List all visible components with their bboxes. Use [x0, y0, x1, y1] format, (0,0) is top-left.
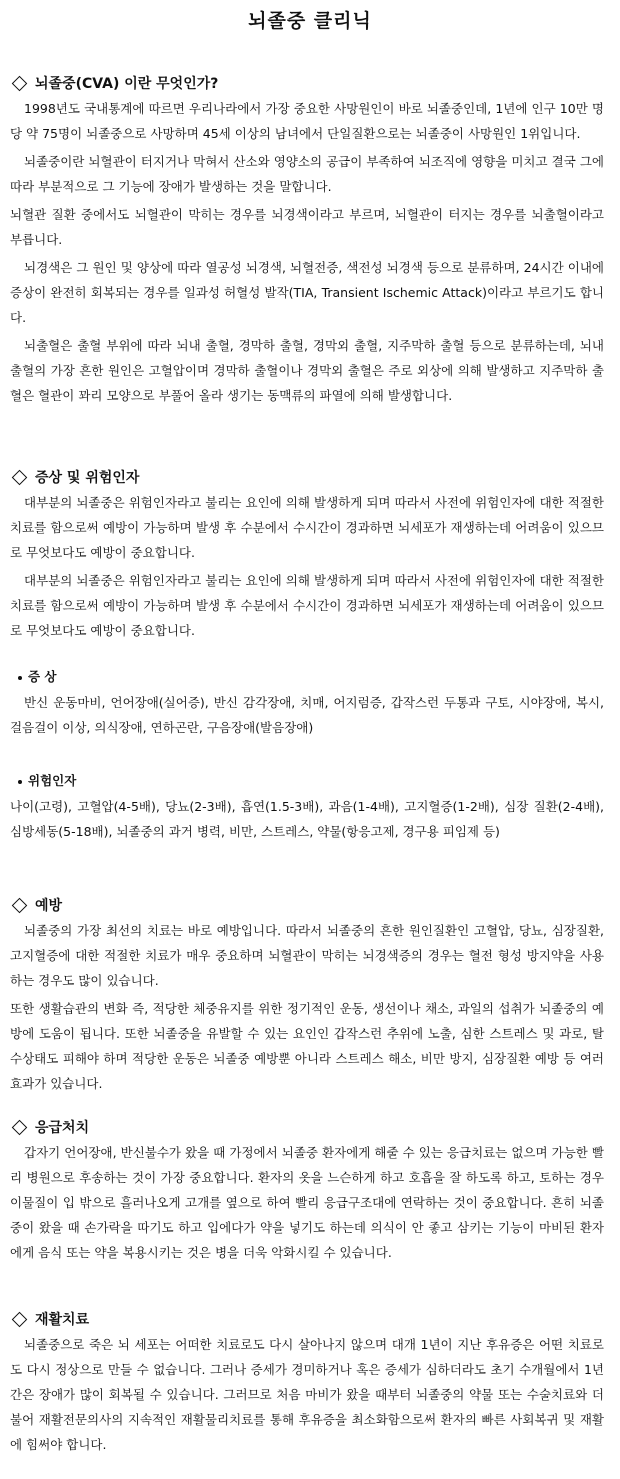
paragraph: 대부분의 뇌졸중은 위험인자라고 불리는 요인에 의해 발생하게 되며 따라서 사전에 위험인자에 대한 적절한 치료를 함으로써 예방이 가능하며 발생 후 수분에서 수시간이 경과하면 뇌세포가 재생하는데 어려움이 있으므로 무엇보다도 예방이 중요합니다. — [10, 495, 604, 560]
paragraph: 대부분의 뇌졸중은 위험인자라고 불리는 요인에 의해 발생하게 되며 따라서 사전에 위험인자에 대한 적절한 치료를 함으로써 예방이 가능하며 발생 후 수분에서 수시간이 경과하면 뇌세포가 재생하는데 어려움이 있으므로 무엇보다도 예방이 중요합니다. — [10, 573, 604, 638]
section-heading-text: 응급처치 — [35, 1120, 90, 1136]
subsection-heading — [18, 666, 604, 688]
section-first-aid — [10, 1118, 604, 1265]
paragraph: 또한 생활습관의 변화 즉, 적당한 체중유지를 위한 정기적인 운동, 생선이나 채소, 과일의 섭취가 뇌졸중의 예방에 도움이 됩니다. 또한 뇌졸중을 유발할 수 있는 요인인 갑작스런 추위에 노출, 심한 스트레스 및 과로, 탈수상태도 피해야 하며 적당한 운동은 뇌졸중 예방뿐 아니라 스트레스 해소, 비만 방지, 심장질환 예방 등 여러 효과가 있습니다. — [10, 1001, 604, 1091]
dot-bullet-icon — [18, 676, 22, 680]
section-heading — [10, 896, 604, 916]
subsection-symptoms — [10, 666, 604, 740]
diamond-bullet-icon — [12, 898, 28, 914]
section-rehabilitation — [10, 1310, 604, 1457]
paragraph: 뇌졸중으로 죽은 뇌 세포는 어떠한 치료로도 다시 살아나지 않으며 대개 1년이 지난 후유증은 어떤 치료로도 다시 정상으로 만들 수 없습니다. 그러나 증세가 경미하거나 혹은 증세가 심하더라도 초기 수개월에서 1년간은 장애가 많이 회복될 수 있습니다. 그러므로 처음 마비가 왔을 때부터 뇌졸중의 약물 또는 수술치료와 더불어 재활전문의사의 지속적인 재활물리치료를 통해 후유증을 최소화함으로써 환자의 빠른 사회복귀 및 재활에 힘써야 합니다. — [10, 1337, 604, 1452]
document-title: 뇌졸중 클리닉 — [248, 10, 372, 32]
dot-bullet-icon — [18, 780, 22, 784]
section-heading — [10, 1310, 604, 1330]
subsection-heading-text: 위험인자 — [28, 773, 77, 788]
paragraph: 나이(고령), 고혈압(4-5배), 당뇨(2-3배), 흡연(1.5-3배), 과음(1-4배), 고지혈증(1-2배), 심장 질환(2-4배), 심방세동(5-18배), 뇌졸중의 과거 병력, 비만, 스트레스, 약물(항응고제, 경구용 피임제 등) — [10, 799, 604, 839]
paragraph: 갑자기 언어장애, 반신불수가 왔을 때 가정에서 뇌졸중 환자에게 해줄 수 있는 응급치료는 없으며 가능한 빨리 병원으로 후송하는 것이 가장 중요합니다. 환자의 옷을 느슨하게 하고 호흡을 잘 하도록 하고, 토하는 경우 이물질이 입 밖으로 흘러나오게 고개를 옆으로 하여 빨리 응급구조대에 연락하는 것이 중요합니다. 흔히 뇌졸중이 왔을 때 손가락을 따기도 하고 입에다가 약을 넣기도 하는데 의식이 안 좋고 삼키는 기능이 마비된 환자에게 음식 또는 약을 복용시키는 것은 병을 더욱 악화시킬 수 있습니다. — [10, 1145, 604, 1260]
section-heading — [10, 1118, 604, 1138]
paragraph: 뇌혈관 질환 중에서도 뇌혈관이 막히는 경우를 뇌경색이라고 부르며, 뇌혈관이 터지는 경우를 뇌출혈이라고 부릅니다. — [10, 207, 604, 247]
section-heading-text: 예방 — [35, 898, 63, 914]
section-heading-text: 증상 및 위험인자 — [35, 470, 140, 486]
paragraph: 뇌경색은 그 원인 및 양상에 따라 열공성 뇌경색, 뇌혈전증, 색전성 뇌경색 등으로 분류하며, 24시간 이내에 증상이 완전히 회복되는 경우를 일과성 허혈성 발작(TIA, Transient Ischemic Attack)이라고 부르기도 합니다. — [10, 260, 604, 325]
paragraph: 뇌졸중이란 뇌혈관이 터지거나 막혀서 산소와 영양소의 공급이 부족하여 뇌조직에 영향을 미치고 결국 그에 따라 부분적으로 그 기능에 장애가 발생하는 것을 말합니다. — [10, 154, 604, 194]
section-risk — [10, 468, 604, 643]
subsection-heading — [18, 770, 604, 792]
section-heading — [10, 468, 604, 488]
section-heading-text: 재활치료 — [35, 1312, 90, 1328]
section-prevention — [10, 896, 604, 1096]
diamond-bullet-icon — [12, 470, 28, 486]
paragraph: 뇌졸중의 가장 최선의 치료는 바로 예방입니다. 따라서 뇌졸중의 흔한 원인질환인 고혈압, 당뇨, 심장질환, 고지혈증에 대한 적절한 치료가 매우 중요하며 뇌혈관이 막히는 뇌경색증의 경우는 혈전 형성 방지약을 사용하는 경우도 많이 있습니다. — [10, 923, 604, 988]
paragraph: 반신 운동마비, 언어장애(실어증), 반신 감각장애, 치매, 어지럼증, 갑작스런 두통과 구토, 시야장애, 복시, 걸음걸이 이상, 의식장애, 연하곤란, 구음장애(발음장애) — [10, 695, 604, 735]
paragraph: 뇌출혈은 출혈 부위에 따라 뇌내 출혈, 경막하 출혈, 경막외 출혈, 지주막하 출혈 등으로 분류하는데, 뇌내 출혈의 가장 흔한 원인은 고혈압이며 경막하 출혈이나 경막외 출혈은 주로 외상에 의해 발생하고 지주막하 출혈은 혈관이 꽈리 모양으로 부풀어 올라 생기는 동맥류의 파열에 의해 발생합니다. — [10, 338, 604, 403]
diamond-bullet-icon — [12, 1120, 28, 1136]
section-heading — [10, 74, 604, 94]
subsection-risk-factors — [10, 770, 604, 844]
section-heading-text: 뇌졸중(CVA) 이란 무엇인가? — [35, 76, 219, 92]
section-cva — [10, 74, 604, 408]
diamond-bullet-icon — [12, 1312, 28, 1328]
paragraph: 1998년도 국내통계에 따르면 우리나라에서 가장 중요한 사망원인이 바로 뇌졸중인데, 1년에 인구 10만 명당 약 75명이 뇌졸중으로 사망하며 45세 이상의 남녀에서 단일질환으로는 뇌졸중이 사망원인 1위입니다. — [10, 101, 604, 141]
diamond-bullet-icon — [12, 76, 28, 92]
subsection-heading-text: 증 상 — [28, 669, 57, 684]
